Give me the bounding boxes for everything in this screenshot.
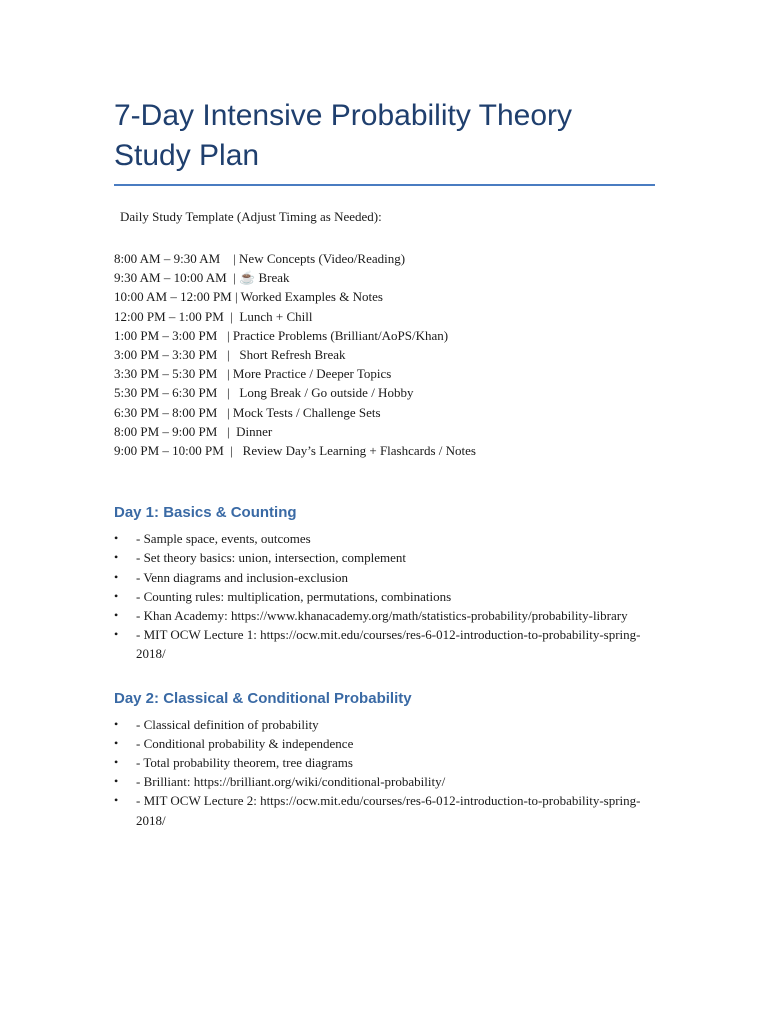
list-item-text: - MIT OCW Lecture 1: https://ocw.mit.edu/courses/res-6-012-introduction-to-probability-spring-2018/: [136, 627, 641, 662]
schedule-row: 6:30 PM – 8:00 PM | Mock Tests / Challenge Sets: [114, 404, 381, 420]
schedule-row: 12:00 PM – 1:00 PM | Lunch + Chill: [114, 308, 313, 324]
schedule-row: 8:00 AM – 9:30 AM | New Concepts (Video/Reading): [114, 251, 406, 266]
list-item: [114, 529, 655, 548]
list-item: [114, 548, 655, 567]
schedule-row: 9:00 PM – 10:00 PM | Review Day’s Learning + Flashcards / Notes: [114, 443, 476, 459]
day-1-heading: Day 1: Basics & Counting: [114, 504, 297, 522]
document-title: 7-Day Intensive Probability Theory Study Plan: [114, 96, 655, 186]
schedule-row: 8:00 PM – 9:00 PM | Dinner: [114, 423, 273, 439]
list-item: [114, 568, 655, 587]
bullet-icon: •: [114, 755, 119, 770]
bullet-icon: •: [114, 550, 119, 565]
bullet-icon: •: [114, 716, 119, 731]
list-item: [114, 734, 655, 753]
document-page: [114, 96, 655, 830]
list-item-text: - Khan Academy: https://www.khanacademy.org/math/statistics-probability/probability-library: [136, 608, 628, 624]
daily-schedule: [114, 249, 655, 460]
bullet-icon: •: [114, 569, 119, 584]
day-2-list: [114, 715, 655, 830]
schedule-row: 1:00 PM – 3:00 PM | Practice Problems (Brilliant/AoPS/Khan): [114, 327, 449, 343]
list-item: [114, 715, 655, 734]
list-item: [114, 606, 655, 625]
day-2-heading: Day 2: Classical & Conditional Probability: [114, 689, 412, 707]
schedule-row: 3:00 PM – 3:30 PM | Short Refresh Break: [114, 347, 346, 363]
bullet-icon: •: [114, 735, 119, 750]
list-item: [114, 791, 655, 829]
bullet-icon: •: [114, 608, 119, 623]
list-item-text: - Set theory basics: union, intersection, complement: [136, 550, 407, 566]
bullet-icon: •: [114, 531, 119, 546]
list-item: [114, 587, 655, 606]
bullet-icon: •: [114, 588, 119, 603]
list-item-text: - MIT OCW Lecture 2: https://ocw.mit.edu/courses/res-6-012-introduction-to-probability-spring-2018/: [136, 793, 641, 828]
list-item-text: - Total probability theorem, tree diagrams: [136, 755, 353, 771]
list-item: [114, 772, 655, 791]
day-1-list: [114, 529, 655, 663]
bullet-icon: •: [114, 627, 119, 642]
list-item-text: - Classical definition of probability: [136, 716, 319, 732]
list-item: [114, 625, 655, 663]
template-heading: Daily Study Template (Adjust Timing as Needed):: [120, 209, 382, 224]
list-item-text: - Sample space, events, outcomes: [136, 531, 311, 547]
schedule-row: 10:00 AM – 12:00 PM | Worked Examples & Notes: [114, 289, 383, 305]
bullet-icon: •: [114, 774, 119, 789]
list-item-text: - Conditional probability & independence: [136, 735, 354, 751]
schedule-row: 3:30 PM – 5:30 PM | More Practice / Deeper Topics: [114, 366, 392, 382]
list-item: [114, 753, 655, 772]
schedule-row: 9:30 AM – 10:00 AM | ☕ Break: [114, 270, 290, 286]
list-item-text: - Brilliant: https://brilliant.org/wiki/conditional-probability/: [136, 774, 446, 790]
schedule-row: 5:30 PM – 6:30 PM | Long Break / Go outside / Hobby: [114, 385, 414, 401]
bullet-icon: •: [114, 793, 119, 808]
list-item-text: - Counting rules: multiplication, permutations, combinations: [136, 588, 452, 604]
list-item-text: - Venn diagrams and inclusion-exclusion: [136, 569, 349, 585]
